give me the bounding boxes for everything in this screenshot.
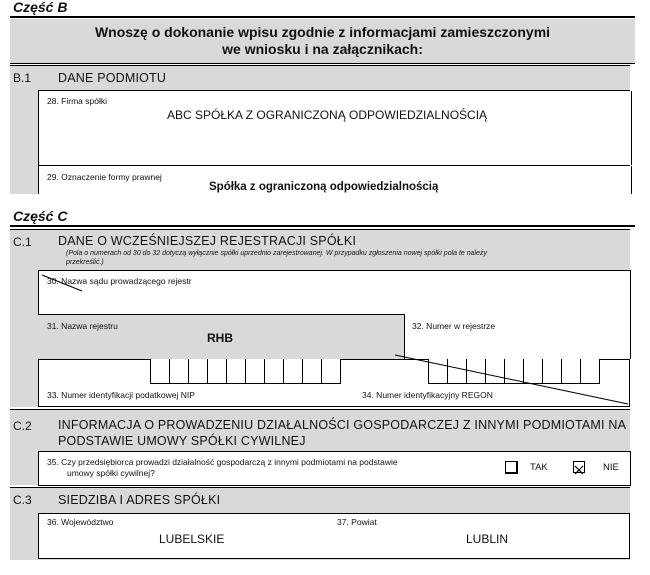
nie-label: NIE — [603, 462, 619, 473]
c1-note-line1: (Pola o numerach od 30 do 32 dotyczą wyłącznie spółki uprzednio zarejestrowanej. W przypadku zgłoszenia nowej spółki pola te należy — [66, 250, 488, 257]
c3-code: C.3 — [13, 493, 32, 507]
c2-title-line2: PODSTAWIE UMOWY SPÓŁKI CYWILNEJ — [58, 434, 306, 448]
field-36-value: LUBELSKIE — [159, 532, 225, 546]
b1-code: B.1 — [13, 71, 32, 85]
field-29-value: Spółka z ograniczoną odpowiedzialnością — [209, 181, 439, 193]
field-32-label: 32. Numer w rejestrze — [412, 321, 496, 331]
field-28-value: ABC SPÓŁKA Z OGRANICZONĄ ODPOWIEDZIALNOŚCIĄ — [167, 108, 488, 122]
field-29-label: 29. Oznaczenie formy prawnej — [47, 172, 162, 182]
field-35-label-line1: 35. Czy przedsiębiorca prowadzi działalność gospodarczą z innymi podmiotami na podstawie — [47, 457, 398, 467]
field-35-label-line2: umowy spółki cywilnej? — [67, 468, 155, 478]
field-36-label: 36. Województwo — [47, 517, 114, 527]
c1-note-line2: przekreślić.) — [66, 259, 104, 266]
tak-label: TAK — [530, 462, 548, 473]
c1-code: C.1 — [13, 235, 32, 249]
field-37-label: 37. Powiat — [337, 517, 377, 527]
part-b-header-line1: Wnoszę o dokonanie wpisu zgodnie z informacjami zamieszczonymi — [94, 24, 551, 40]
field-31-label: 31. Nazwa rejestru — [47, 321, 118, 331]
field-28-label: 28. Firma spółki — [47, 96, 107, 106]
c2-code: C.2 — [13, 419, 32, 433]
field-31-value: RHB — [207, 331, 233, 345]
part-c-title: Część C — [13, 208, 68, 224]
c1-title: DANE O WCZEŚNIEJSZEJ REJESTRACJI SPÓŁKI — [58, 234, 357, 248]
strike-line-field-33-34 — [395, 355, 628, 404]
part-b-header-line2: we wniosku i na załącznikach: — [222, 41, 423, 57]
part-b-title: Część B — [13, 0, 68, 15]
b1-title: DANE PODMIOTU — [58, 71, 167, 85]
field-33-label: 33. Numer identyfikacji podatkowej NIP — [47, 390, 195, 400]
c2-title-line1: INFORMACJA O PROWADZENIU DZIAŁALNOŚCI GOSPODARCZEJ Z INNYMI PODMIOTAMI NA — [58, 418, 627, 432]
strike-line-field-30 — [42, 275, 82, 291]
c3-title: SIEDZIBA I ADRES SPÓŁKI — [58, 493, 221, 507]
field-30-label: 30. Nazwa sądu prowadzącego rejestr — [47, 276, 192, 286]
field-37-value: LUBLIN — [466, 532, 509, 546]
field-34-label: 34. Numer identyfikacyjny REGON — [362, 390, 493, 400]
